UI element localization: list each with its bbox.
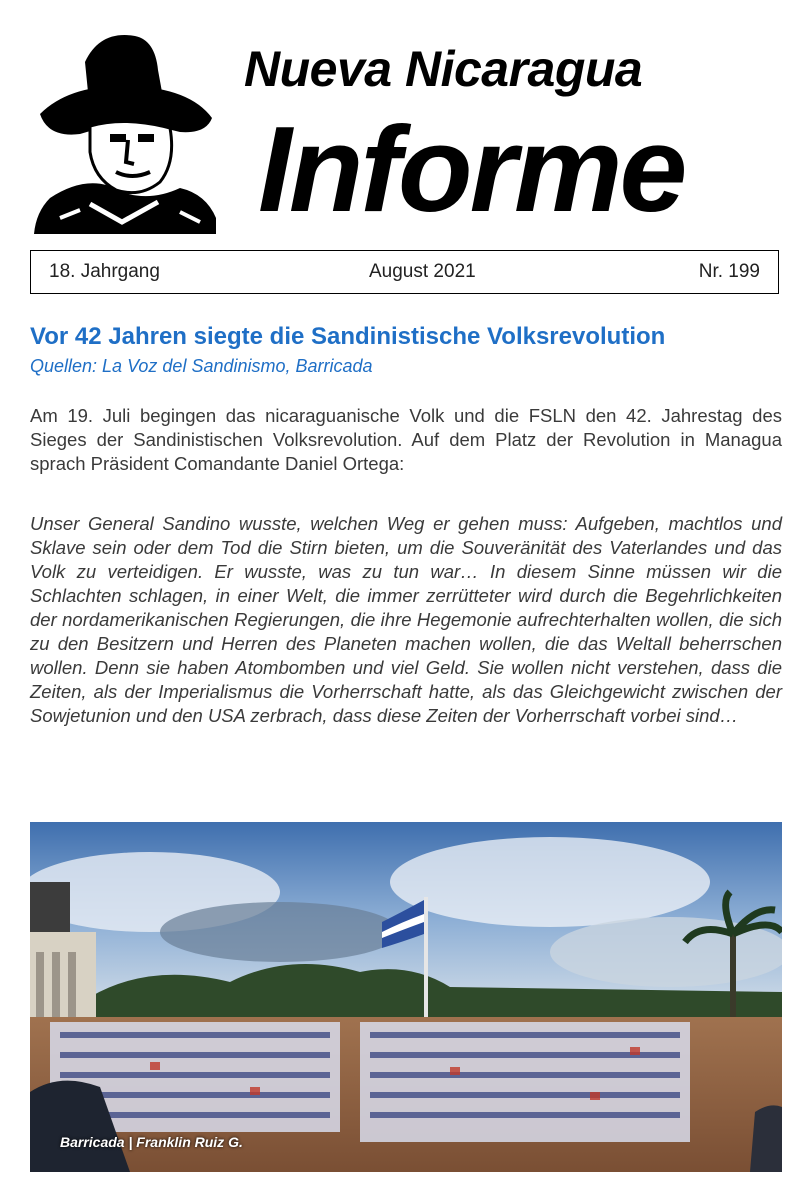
issue-date: August 2021 bbox=[369, 261, 476, 282]
rally-photo-illustration bbox=[30, 822, 782, 1172]
volume-label: 18. Jahrgang bbox=[49, 261, 160, 282]
sandino-portrait-icon bbox=[30, 22, 220, 234]
masthead-title-line1: Nueva Nicaragua bbox=[244, 41, 643, 97]
article-quote-paragraph: Unser General Sandino wusste, welchen Weg er gehen muss: Aufgeben, machtlos und Sklave sein oder dem Tod die Stirn bieten, um die Souveränität des Vaterlandes und das Volk zu verteidigen. Er wusste, was zu tun war… In diesem Sinne müssen wir die Schlachten schlagen, in einer Welt, die immer zerrütteter wird durch die Begehrlichkeiten der nordamerikanischen Regierungen, die ihre Hegemonie aufrechterhalten wollen, die sich zu den Besitzern und Herren des Planeten machen wollen, die das Weltall beherrschen wollen. Denn sie haben Atombomben und viel Geld. Sie wollen nicht verstehen, dass die Zeiten, als der Imperialismus die Vorherrschaft hatte, als das Gleichgewicht zwischen der Sowjetunion und den USA zerbrach, dass diese Zeiten der Vorherrschaft vorbei sind… bbox=[30, 513, 782, 726]
photo-credit: Barricada | Franklin Ruiz G. bbox=[60, 1134, 243, 1150]
issue-info-bar bbox=[30, 250, 779, 294]
rally-photo bbox=[30, 822, 782, 1172]
article-headline: Vor 42 Jahren siegte die Sandinistische Volksrevolution bbox=[30, 323, 666, 350]
article-intro-paragraph: Am 19. Juli begingen das nicaraguanische Volk und die FSLN den 42. Jahrestag des Sieges der Sandinistischen Volksrevolution. Auf dem Platz der Revolution in Managua sprach Präsident Comandante Daniel Ortega: bbox=[30, 405, 782, 474]
masthead-title-line2: Informe bbox=[258, 101, 685, 237]
article-sources: Quellen: La Voz del Sandinismo, Barricada bbox=[30, 356, 373, 376]
issue-number: Nr. 199 bbox=[698, 261, 760, 282]
